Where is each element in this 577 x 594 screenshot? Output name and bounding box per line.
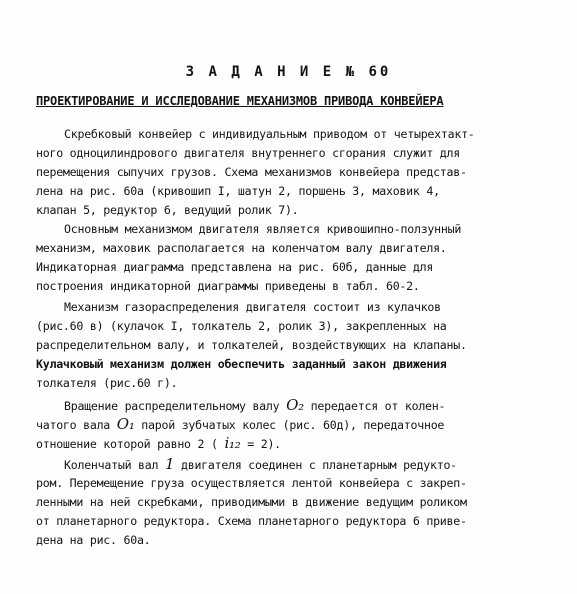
text-fragment: Вращение распределительному валу <box>64 399 287 413</box>
text-line: Основным механизмом двигателя является кривошипно-ползунный <box>64 222 462 236</box>
text-fragment: двигателя соединен с планетарным редукто- <box>174 458 457 472</box>
text-line: перемещения сыпучих грузов. Схема механизмов конвейера представ- <box>36 165 467 179</box>
text-line: ного одноцилиндрового двигателя внутреннего сгорания служит для <box>36 146 460 160</box>
text-line: Кулачковый механизм должен обеспечить заданный закон движения <box>36 357 447 371</box>
paragraph-main-mechanism <box>36 220 556 296</box>
text-line: (рис.60 в) (кулачок I, толкатель 2, ролик 3), закрепленных на <box>36 319 447 333</box>
text-line: распределительном валу, и толкателей, воздействующих на клапаны. <box>36 338 467 352</box>
handwritten-symbol: O₂ <box>286 396 304 414</box>
text-line: ленными на ней скребками, приводимыми в движение ведущим роликом <box>36 495 467 509</box>
text-line <box>36 415 556 434</box>
text-line: клапан 5, редуктор 6, ведущий ролик 7). <box>36 203 299 217</box>
handwritten-symbol: i₁₂ <box>224 434 241 452</box>
paragraph-gear-transmission <box>36 396 556 453</box>
assignment-subtitle: ПРОЕКТИРОВАНИЕ И ИССЛЕДОВАНИЕ МЕХАНИЗМОВ ПРИВОДА КОНВЕЙЕРА <box>36 94 444 108</box>
paragraph-gas-distribution <box>36 298 556 393</box>
text-line: от планетарного редуктора. Схема планетарного редуктора 6 приве- <box>36 514 467 528</box>
text-fragment: чатого вала <box>36 418 117 432</box>
text-line: Механизм газораспределения двигателя состоит из кулачков <box>64 300 441 314</box>
text-line: построения индикаторной диаграммы приведены в табл. 60-2. <box>36 279 420 293</box>
text-line: лена на рис. 60а (кривошип I, шатун 2, поршень 3, маховик 4, <box>36 184 440 198</box>
text-fragment: отношение которой равно 2 ( <box>36 437 225 451</box>
text-line: толкателя (рис.60 г). <box>36 376 178 390</box>
text-fragment: = 2). <box>240 437 281 451</box>
text-line <box>36 434 556 453</box>
text-fragment: парой зубчатых колес (рис. 60д), передаточное <box>134 418 445 432</box>
text-line: Индикаторная диаграмма представлена на рис. 60б, данные для <box>36 260 434 274</box>
assignment-title: З А Д А Н И Е № 60 <box>185 64 392 80</box>
text-line: Скребковый конвейер с индивидуальным приводом от четырехтакт- <box>64 127 475 141</box>
handwritten-symbol: 1 <box>164 455 175 473</box>
handwritten-symbol: O₁ <box>116 415 135 433</box>
paragraph-conveyor-description <box>36 125 556 220</box>
paragraph-planetary-reducer <box>36 455 556 550</box>
text-line <box>36 396 556 415</box>
text-line: ром. Перемещение груза осуществляется лентой конвейера с закреп- <box>36 476 467 490</box>
text-line <box>36 455 556 474</box>
text-line: дена на рис. 60а. <box>36 533 151 547</box>
text-line: механизм, маховик располагается на коленчатом валу двигателя. <box>36 241 447 255</box>
text-fragment: передается от колен- <box>303 399 446 413</box>
text-fragment: Коленчатый вал <box>64 458 165 472</box>
